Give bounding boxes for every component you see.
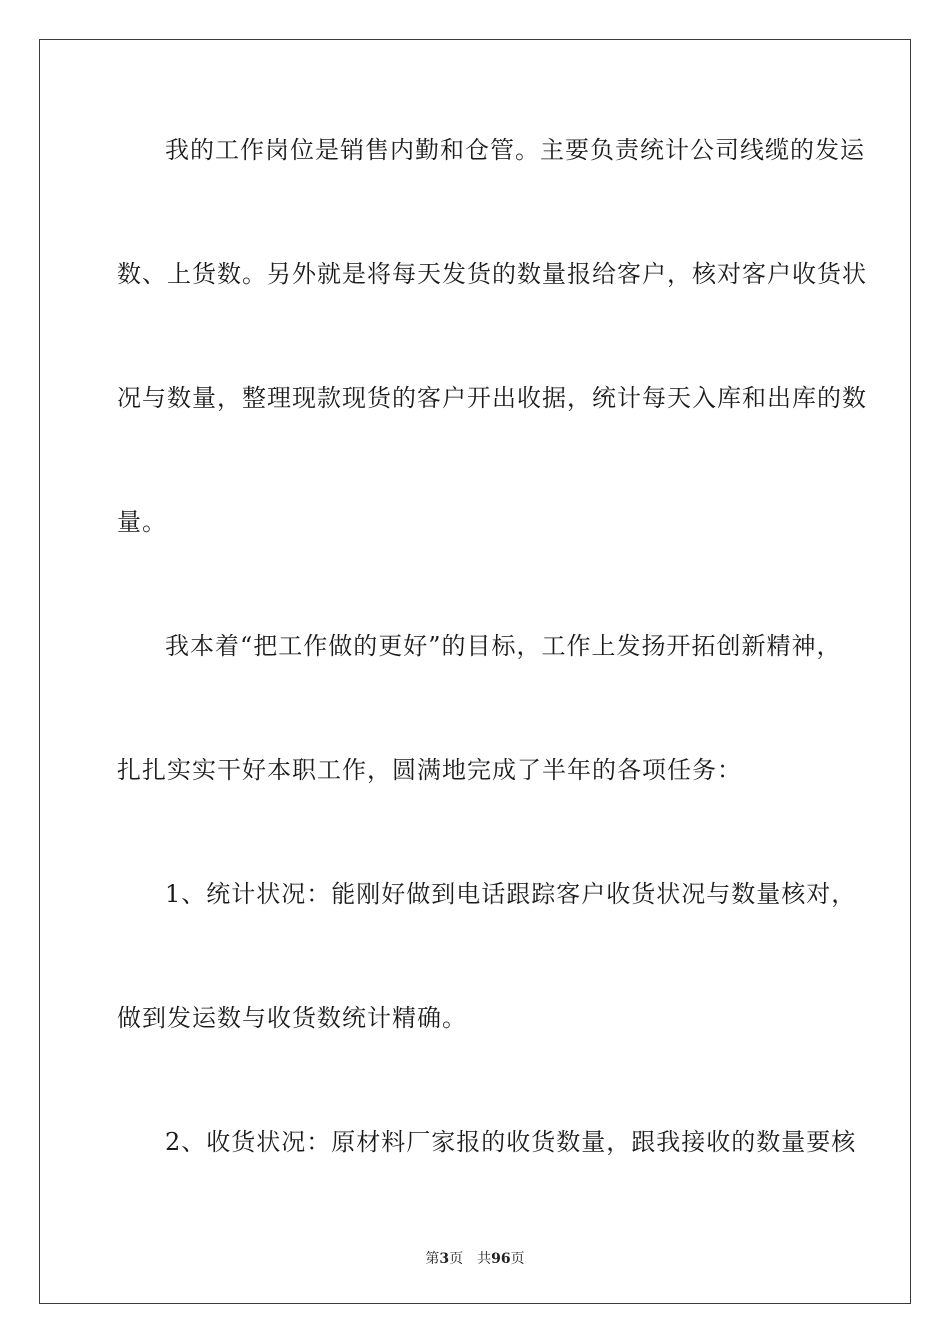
footer-page-number: 3 <box>439 1251 450 1267</box>
paragraph-2-line-1: 我本着“把工作做的更好”的目标，工作上发扬开拓创新精神， <box>165 632 842 660</box>
page-footer <box>0 1248 950 1268</box>
list-item-2-line-1: 2、收货状况：原材料厂家报的收货数量，跟我接收的数量要核 <box>165 1128 857 1156</box>
page-border <box>39 39 911 1304</box>
paragraph-1-line-3: 况与数量，整理现款现货的客户开出收据，统计每天入库和出库的数 <box>117 384 867 412</box>
list-item-1-line-1: 1、统计状况：能刚好做到电话跟踪客户收货状况与数量核对， <box>165 880 857 908</box>
list-item-1-line-2: 做到发运数与收货数统计精确。 <box>117 1004 467 1032</box>
paragraph-1-line-4: 量。 <box>117 508 167 536</box>
footer-total-prefix: 共 <box>477 1251 492 1267</box>
footer-total-suffix: 页 <box>510 1251 525 1267</box>
footer-page-prefix: 第 <box>425 1251 440 1267</box>
paragraph-1-line-2: 数、上货数。另外就是将每天发货的数量报给客户，核对客户收货状 <box>117 260 867 288</box>
paragraph-2-line-2: 扎扎实实干好本职工作，圆满地完成了半年的各项任务： <box>117 756 742 784</box>
footer-page-suffix: 页 <box>449 1251 464 1267</box>
paragraph-1-line-1: 我的工作岗位是销售内勤和仓管。主要负责统计公司线缆的发运 <box>165 136 865 164</box>
footer-total-pages: 96 <box>491 1251 511 1267</box>
